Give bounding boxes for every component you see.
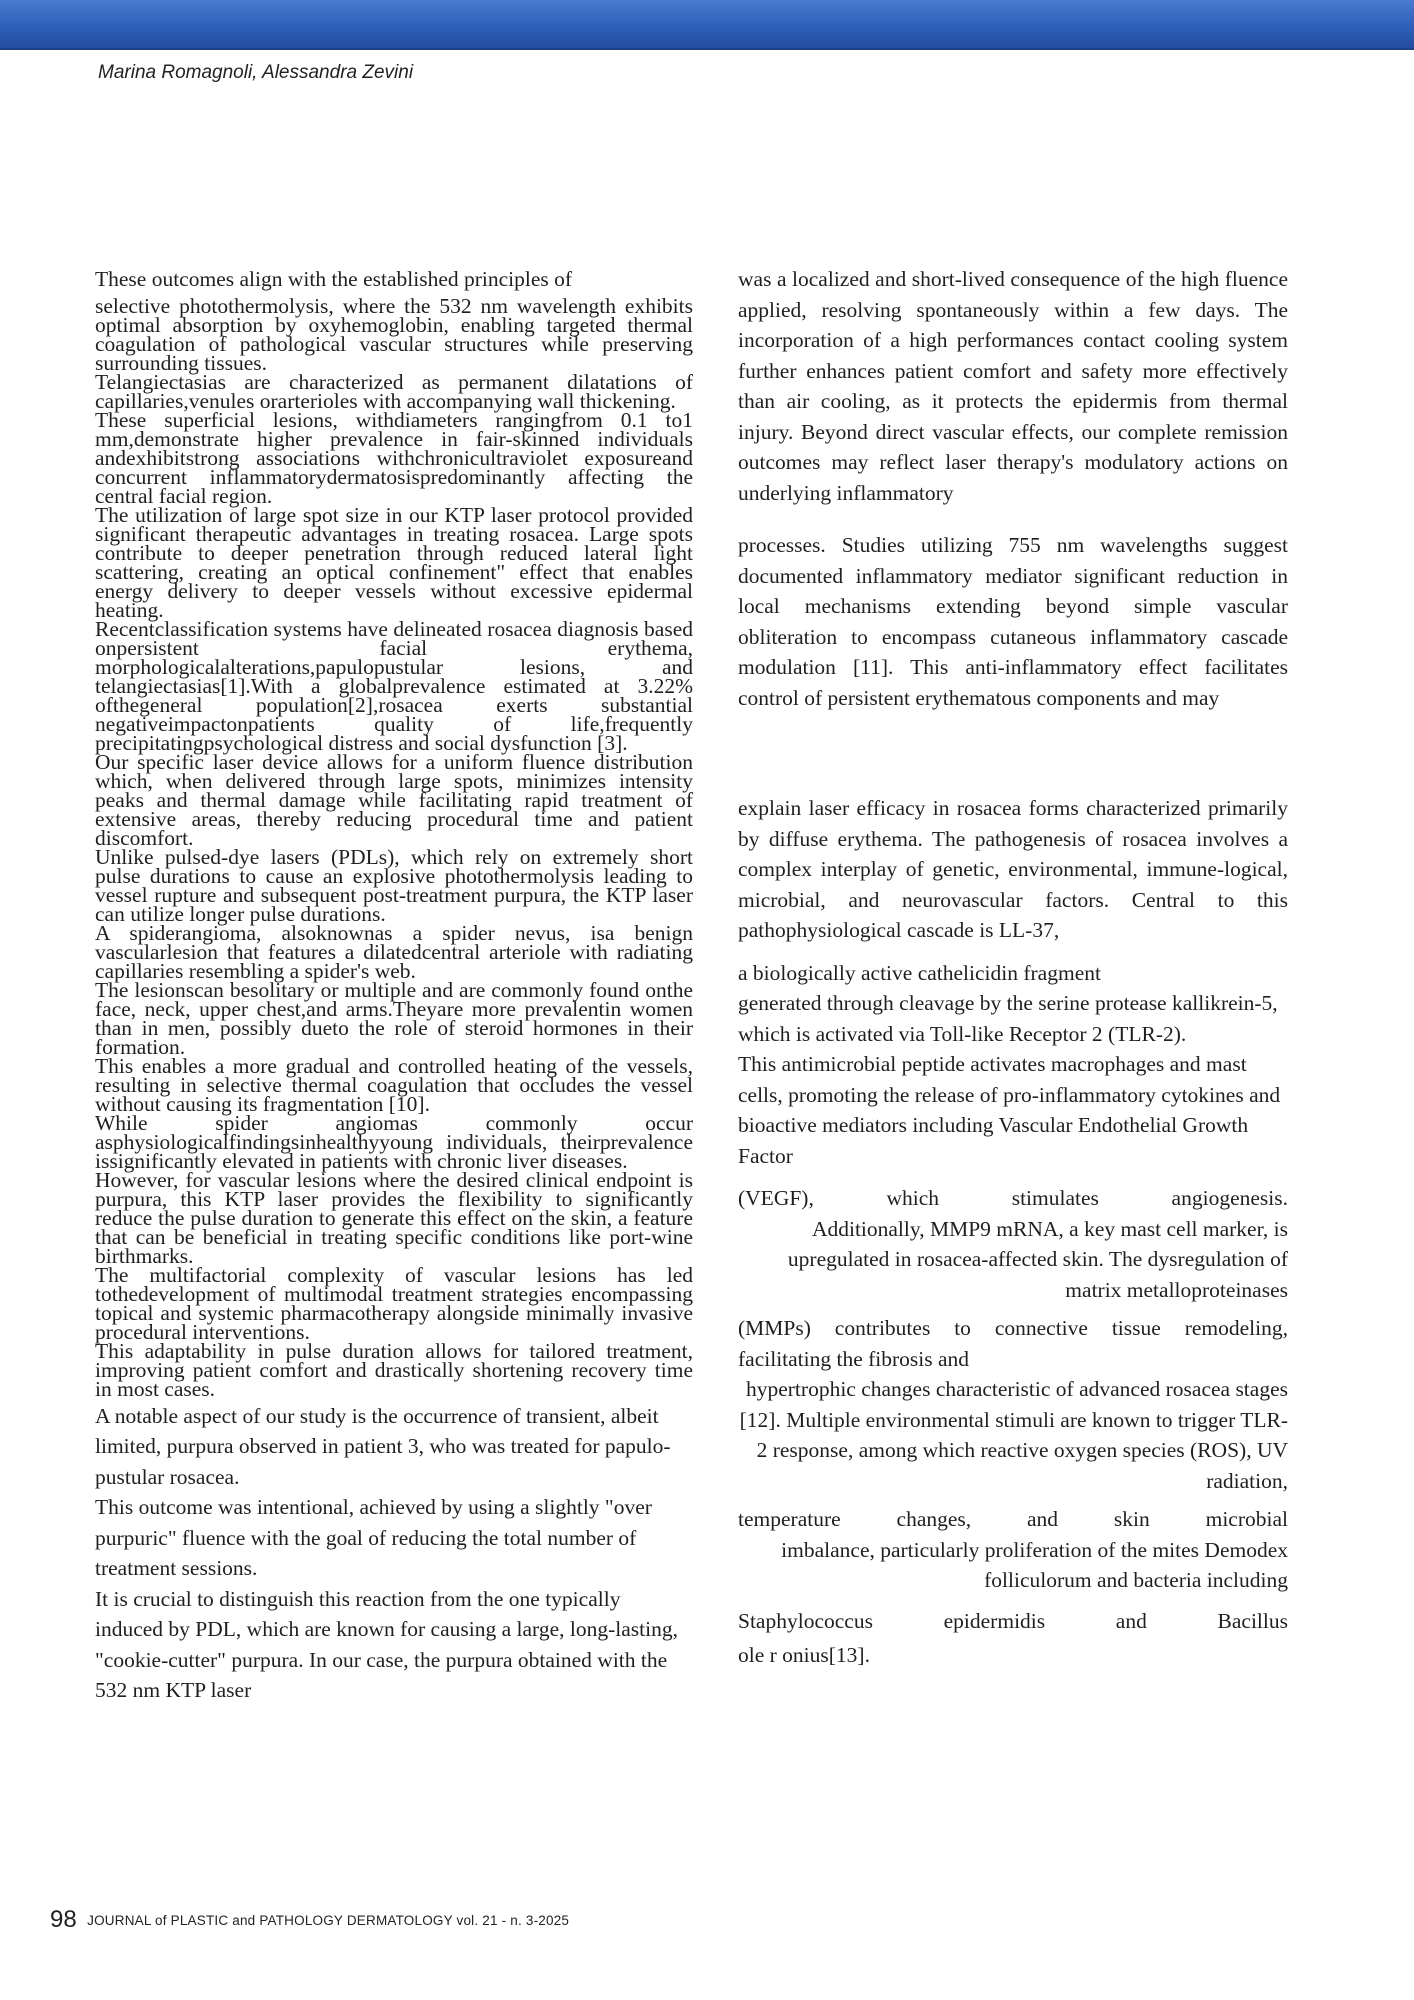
paragraph: ole r onius[13]. xyxy=(738,1643,870,1667)
paragraph: These superficial lesions, withdiameters rangingfrom 0.1 to1 mm,demonstrate higher prevalence in fair-skinned individuals andexhibitstrong associations withchronicultraviolet exposureand concurrent inflammatorydermatosispredominantly affecting the central facial region. xyxy=(95,407,693,508)
running-header-authors: Marina Romagnoli, Alessandra Zevini xyxy=(98,62,414,83)
paragraph: Additionally, MMP9 mRNA, a key mast cell marker, is upregulated in rosacea-affected skin. The dysregulation of matrix metalloproteinases xyxy=(787,1216,1288,1302)
paragraph: A notable aspect of our study is the occurrence of transient, albeit limited, purpura observed in patient 3, who was treated for papulo-pustular rosacea. xyxy=(95,1403,671,1489)
paragraph: Recentclassification systems have delineated rosacea diagnosis based onpersistent facial erythema, morphologicalalterations,papulopustular lesions, and telangiectasias[1].With a globalprevalence estimated at 3.22% ofthegeneral population[2],rosacea exerts substantial negativeimpactonpatients quality of life,frequently precipitatingpsychological distress and social dysfunction [3]. xyxy=(95,616,693,755)
paragraph: The utilization of large spot size in our KTP laser protocol provided significant therapeutic advantages in treating rosacea. Large spots contribute to deeper penetration through reduced lateral light scattering, creating an optical confinement" effect that enables energy delivery to deeper vessels without excessive epidermal heating. xyxy=(95,502,693,622)
paragraph: These outcomes align with the established principles of xyxy=(95,267,573,291)
paragraph: This enables a more gradual and controlled heating of the vessels, resulting in selective thermal coagulation that occludes the vessel without causing its fragmentation [10]. xyxy=(95,1053,693,1116)
paragraph: was a localized and short-lived consequence of the high fluence applied, resolving spontaneously within a few days. The incorporation of a high performances contact cooling system further enhances patient comfort and safety more effectively than air cooling, as it protects the epidermis from thermal injury. Beyond direct vascular effects, our complete remission outcomes may reflect laser therapy's modulatory actions on underlying inflammatory xyxy=(738,267,1288,505)
paragraph: However, for vascular lesions where the desired clinical endpoint is purpura, this KTP laser provides the flexibility to significantly reduce the pulse duration to generate this effect on the skin, a feature that can be beneficial in treating specific conditions like port-wine birthmarks. xyxy=(95,1167,693,1268)
left-text-column xyxy=(95,264,693,1706)
paragraph: Telangiectasias are characterized as permanent dilatations of capillaries,venules orarterioles with accompanying wall thickening. xyxy=(95,369,693,413)
paragraph: temperature changes, and skin microbial xyxy=(738,1507,1288,1531)
paragraph: A spiderangioma, alsoknownas a spider nevus, isa benign vascularlesion that features a dilatedcentral arteriole with radiating capillaries resembling a spider's web. xyxy=(95,920,693,983)
paragraph: While spider angiomas commonly occur asphysiologicalfindingsinhealthyyoung individuals, theirprevalence issignificantly elevated in patients with chronic liver diseases. xyxy=(95,1110,693,1173)
paragraph: This adaptability in pulse duration allows for tailored treatment, improving patient comfort and drastically shortening recovery time in most cases. xyxy=(95,1338,693,1401)
page-number: 98 xyxy=(50,1906,77,1933)
paragraph: (VEGF), which stimulates angiogenesis. xyxy=(738,1186,1288,1210)
paragraph: The lesionscan besolitary or multiple and are commonly found onthe face, neck, upper chest,and arms.Theyare more prevalentin women than in men, possibly dueto the role of steroid hormones in their formation. xyxy=(95,977,693,1059)
paragraph: The multifactorial complexity of vascular lesions has led tothedevelopment of multimodal treatment strategies encompassing topical and systemic pharmacotherapy alongside minimally invasive procedural interventions. xyxy=(95,1262,693,1344)
paragraph: generated through cleavage by the serine protease kallikrein-5, which is activated via Toll-like Receptor 2 (TLR-2). xyxy=(738,991,1278,1046)
paragraph: (MMPs) contributes to connective tissue remodeling, facilitating the fibrosis and xyxy=(738,1316,1288,1371)
paragraph: processes. Studies utilizing 755 nm wavelengths suggest documented inflammatory mediator significant reduction in local mechanisms extending beyond simple vascular obliteration to encompass cutaneous inflammatory cascade modulation [11]. This anti-inflammatory effect facilitates control of persistent erythematous components and may xyxy=(738,533,1288,710)
header-color-bar xyxy=(0,0,1414,50)
paragraph: hypertrophic changes characteristic of advanced rosacea stages [12]. Multiple environmental stimuli are known to trigger TLR-2 response, among which reactive oxygen species (ROS), UV radiation, xyxy=(739,1377,1288,1493)
paragraph: explain laser efficacy in rosacea forms characterized primarily by diffuse erythema. The pathogenesis of rosacea involves a complex interplay of genetic, environmental, immune-logical, microbial, and neurovascular factors. Central to this pathophysiological cascade is LL-37, xyxy=(738,796,1288,942)
right-text-column xyxy=(738,264,1288,1671)
paragraph: It is crucial to distinguish this reaction from the one typically induced by PDL, which are known for causing a large, long-lasting, "cookie-cutter" purpura. In our case, the purpura obtained with the 532 nm KTP laser xyxy=(95,1586,678,1702)
paragraph: This antimicrobial peptide activates macrophages and mast cells, promoting the release of pro-inflammatory cytokines and bioactive mediators including Vascular Endothelial Growth Factor xyxy=(738,1052,1281,1168)
page-footer xyxy=(50,1906,569,1934)
paragraph: a biologically active cathelicidin fragment xyxy=(738,960,1101,985)
paragraph: Our specific laser device allows for a uniform fluence distribution which, when delivered through large spots, minimizes intensity peaks and thermal damage while facilitating rapid treatment of extensive areas, thereby reducing procedural time and patient discomfort. xyxy=(95,749,693,850)
paragraph: Unlike pulsed-dye lasers (PDLs), which rely on extremely short pulse durations to cause an explosive photothermolysis leading to vessel rupture and subsequent post-treatment purpura, the KTP laser can utilize longer pulse durations. xyxy=(95,844,693,926)
paragraph: imbalance, particularly proliferation of the mites Demodex folliculorum and bacteria including xyxy=(781,1537,1288,1592)
paragraph: Staphylococcus epidermidis and Bacillus xyxy=(738,1608,1288,1633)
paragraph: This outcome was intentional, achieved by using a slightly "over purpuric" fluence with the goal of reducing the total number of treatment sessions. xyxy=(95,1495,652,1580)
journal-citation: JOURNAL of PLASTIC and PATHOLOGY DERMATOLOGY vol. 21 - n. 3-2025 xyxy=(87,1912,570,1928)
paragraph: selective photothermolysis, where the 532 nm wavelength exhibits optimal absorption by oxyhemoglobin, enabling targeted thermal coagulation of pathological vascular structures while preserving surrounding tissues. xyxy=(95,293,693,375)
